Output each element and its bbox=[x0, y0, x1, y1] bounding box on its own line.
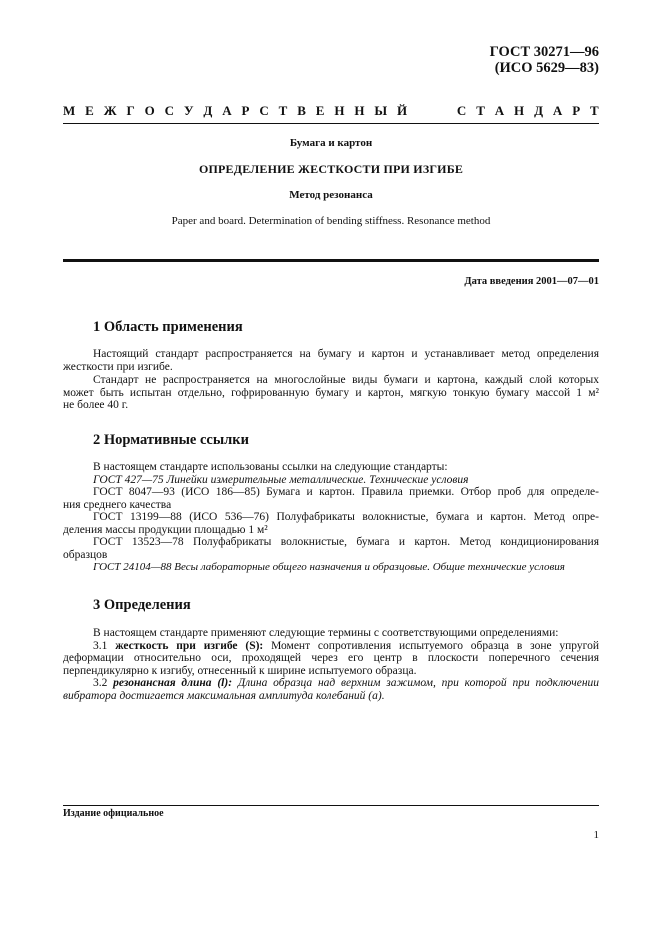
text-line: образцов bbox=[63, 548, 108, 561]
banner-letter: С bbox=[259, 103, 269, 118]
banner-letter: Т bbox=[590, 103, 599, 118]
reference-gost-8047: ГОСТ 8047—93 (ИСО 186—85) Бумага и картон. Правила приемки. Отбор проб для определе- bbox=[93, 486, 599, 498]
text-line: Настоящий стандарт распространяется на бумагу и картон и устанавливает метод определения bbox=[93, 348, 599, 360]
term-resonance-length: резонансная длина (l): bbox=[113, 677, 233, 689]
subject-title: Бумага и картон bbox=[289, 137, 373, 149]
reference-gost-24104: ГОСТ 24104—88 Весы лабораторные общего назначения и образцовые. Общие технические условия bbox=[93, 561, 565, 573]
standard-code bbox=[490, 44, 599, 76]
definition-text: Момент сопротивления испытуемого образца в зоне упругой bbox=[271, 639, 599, 652]
definitions-block bbox=[63, 627, 599, 702]
banner-letter: Т bbox=[476, 103, 485, 118]
header-rule bbox=[63, 123, 599, 124]
text-line: вибратора достигается максимальная амплитуда колебаний (а). bbox=[63, 689, 385, 702]
banner-letter: Р bbox=[572, 103, 581, 118]
scope-paragraph-1 bbox=[63, 348, 599, 373]
banner-letter: С bbox=[456, 103, 467, 118]
text-line: деформации относительно оси, проходящей через его центр в плоскости поперечного сечения bbox=[63, 652, 599, 664]
method-title: Метод резонанса bbox=[289, 189, 373, 201]
banner-letter: Й bbox=[397, 103, 408, 118]
definitions-intro: В настоящем стандарте применяют следующие термины с соответствующими определениями: bbox=[93, 627, 559, 639]
main-title: ОПРЕДЕЛЕНИЕ ЖЕСТКОСТИ ПРИ ИЗГИБЕ bbox=[198, 162, 464, 176]
banner-letter: А bbox=[552, 103, 563, 118]
standard-code-iso: (ИСО 5629—83) bbox=[494, 60, 599, 76]
standard-code-gost: ГОСТ 30271—96 bbox=[489, 44, 599, 60]
banner-letter: Д bbox=[534, 103, 544, 118]
text-line: деления массы продукции площадью 1 м² bbox=[63, 523, 268, 536]
section-heading-references: 2 Нормативные ссылки bbox=[93, 432, 249, 448]
term-bending-stiffness: жесткость при изгибе (S): bbox=[115, 639, 264, 652]
english-title: Paper and board. Determination of bending stiffness. Resonance method bbox=[171, 215, 491, 227]
banner-letter: Г bbox=[126, 103, 135, 118]
text-line: Стандарт не распространяется на многослойные виды бумаги и картона, каждый слой которых bbox=[93, 374, 599, 386]
text-line: ния среднего качества bbox=[63, 498, 172, 511]
banner-letter: Ж bbox=[103, 103, 117, 118]
banner-letter: Е bbox=[85, 103, 94, 118]
footer-rule bbox=[63, 805, 599, 806]
text-line: жесткости при изгибе. bbox=[63, 360, 173, 373]
banner-letter: О bbox=[144, 103, 155, 118]
banner-letter: Ы bbox=[374, 103, 388, 118]
introduction-date: Дата введения 2001—07—01 bbox=[464, 276, 599, 287]
banner-word-gap bbox=[417, 103, 447, 119]
definition-text: Длина образца над верхним зажимом, при которой при подключении bbox=[237, 677, 600, 689]
references-intro: В настоящем стандарте использованы ссылки на следующие стандарты: bbox=[93, 461, 448, 473]
reference-gost-13523: ГОСТ 13523—78 Полуфабрикаты волокнистые, бумага и картон. Метод кондиционирования bbox=[93, 536, 599, 548]
banner-letter: В bbox=[297, 103, 306, 118]
text-line: не более 40 г. bbox=[63, 399, 129, 411]
text-line: перпендикулярно к изгибу, отнесенный к ширине испытуемого образца. bbox=[63, 664, 417, 677]
definition-resonance-length bbox=[63, 677, 599, 690]
banner-letter: М bbox=[63, 103, 76, 118]
section-heading-definitions: 3 Определения bbox=[93, 597, 191, 613]
reference-gost-13199: ГОСТ 13199—88 (ИСО 536—76) Полуфабрикаты волокнистые, бумага и картон. Метод опре- bbox=[93, 511, 599, 523]
definition-number: 3.1 bbox=[93, 639, 108, 652]
title-rule bbox=[63, 259, 599, 262]
scope-paragraph-2 bbox=[63, 374, 599, 412]
banner-letter: А bbox=[222, 103, 232, 118]
banner-letter: Р bbox=[241, 103, 250, 118]
banner-letter: У bbox=[183, 103, 194, 118]
banner-letter: Н bbox=[334, 103, 345, 118]
banner-letter: Д bbox=[203, 103, 213, 118]
definition-number: 3.2 bbox=[93, 677, 108, 689]
official-edition-label: Издание официальное bbox=[63, 808, 164, 819]
reference-gost-427: ГОСТ 427—75 Линейки измерительные металлические. Технические условия bbox=[93, 473, 469, 486]
definition-bending-stiffness bbox=[63, 640, 599, 653]
banner-letter: А bbox=[494, 103, 505, 118]
text-line: может быть испытан отдельно, гофрированную бумагу и картон, мягкую тонкую бумагу массой 1 м² bbox=[63, 386, 599, 399]
banner-letter: Н bbox=[514, 103, 525, 118]
banner-letter: Е bbox=[315, 103, 325, 118]
references-block bbox=[63, 461, 599, 574]
banner-letter: С bbox=[164, 103, 175, 118]
page-number: 1 bbox=[593, 829, 599, 841]
banner-letter: Т bbox=[278, 103, 288, 118]
interstate-standard-banner bbox=[63, 103, 599, 119]
section-heading-scope: 1 Область применения bbox=[93, 319, 243, 335]
banner-letter: Н bbox=[354, 103, 365, 118]
